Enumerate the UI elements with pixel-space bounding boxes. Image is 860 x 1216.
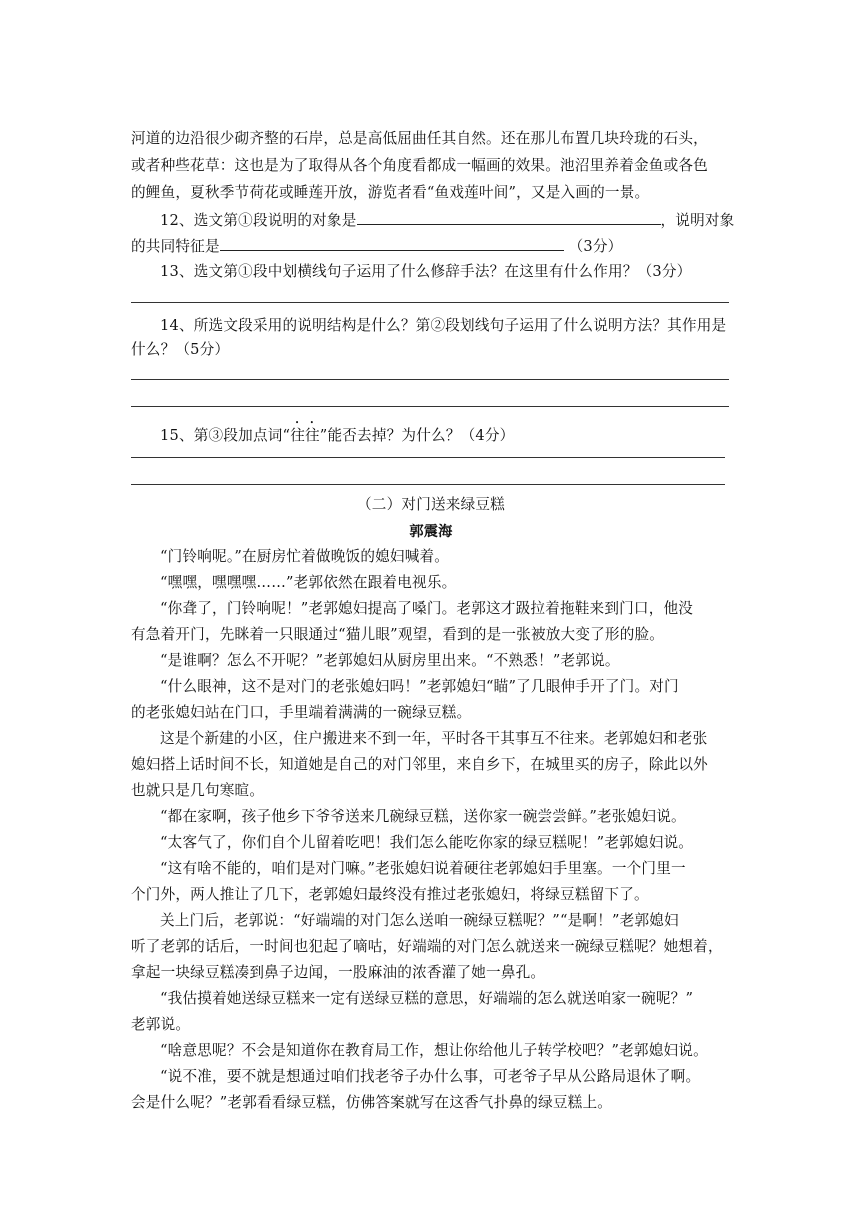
story-line: 也就只是几句寒暄。 [131,782,265,799]
dotted-word: 往往 [290,427,320,444]
question-12 [160,210,760,231]
story-line: 拿起一块绿豆糕凑到鼻子边闻，一股麻油的浓香灌了她一鼻孔。 [131,964,546,981]
story-line: 关上门后，老郭说：“好端端的对门怎么送咱一碗绿豆糕呢？”“是啊！”老郭媳妇 [160,912,679,929]
passage-line: 的鲤鱼，夏秋季节荷花或睡莲开放，游览者看“鱼戏莲叶间”，又是入画的一景。 [131,184,650,201]
story-line: 老郭说。 [131,1016,191,1033]
answer-line[interactable] [131,302,729,303]
story-line: “门铃响呢。”在厨房忙着做晚饭的媳妇喊着。 [160,548,450,565]
story-title: （二）对门送来绿豆糕 [357,496,505,513]
question-15 [160,419,760,446]
story-line: “什么眼神，这不是对门的老张媳妇吗！”老郭媳妇“瞄”了几眼伸手开了门。对门 [160,678,679,695]
story-line: “说不准，要不就是想通过咱们找老爷子办什么事，可老爷子早从公路局退休了啊。 [160,1068,701,1085]
question-12-score: （3分） [568,238,623,255]
answer-line[interactable] [131,484,725,485]
answer-line[interactable] [131,406,729,407]
story-line: “你聋了，门铃响呢！”老郭媳妇提高了嗓门。老郭这才趿拉着拖鞋来到门口，他没 [160,600,694,617]
story-line: “是谁啊？怎么不开呢？”老郭媳妇从厨房里出来。“不熟悉！”老郭说。 [160,652,620,669]
story-line: “啥意思呢？不会是知道你在教育局工作，想让你给他儿子转学校吧？”老郭媳妇说。 [160,1042,708,1059]
story-line: 听了老郭的话后，一时间也犯起了嘀咕，好端端的对门怎么就送来一碗绿豆糕呢？她想着， [131,938,723,955]
answer-line[interactable] [131,457,725,458]
story-line: 媳妇搭上话时间不长，知道她是自己的对门邻里，来自乡下，在城里买的房子，除此以外 [131,756,708,773]
question-15-text: 15、第③段加点词“ [160,427,291,444]
story-line: “这有啥不能的，咱们是对门嘛。”老张媳妇说着硬往老郭媳妇手里塞。一个门里一 [160,860,686,877]
story-line: “太客气了，你们自个儿留着吃吧！我们怎么能吃你家的绿豆糕呢！”老郭媳妇说。 [160,834,694,851]
passage-line: 河道的边沿很少砌齐整的石岸，总是高低屈曲任其自然。还在那儿布置几块玲珑的石头， [131,130,708,147]
question-12-text-cont: ，说明对象 [660,212,735,229]
passage-line: 或者种些花草：这也是为了取得从各个角度看都成一幅画的效果。池沼里养着金鱼或各色 [131,157,708,174]
answer-blank[interactable] [220,236,564,251]
story-line: “都在家啊，孩子他乡下爷爷送来几碗绿豆糕，送你家一碗尝尝鲜。”老张媳妇说。 [160,808,686,825]
question-14-line2: 什么？（5分） [131,341,230,358]
story-line: “我估摸着她送绿豆糕来一定有送绿豆糕的意思，好端端的怎么就送咱家一碗呢？” [160,990,694,1007]
question-14-line1: 14、所选文段采用的说明结构是什么？第②段划线句子运用了什么说明方法？其作用是 [160,317,727,334]
story-line: 个门外，两人推让了几下，老郭媳妇最终没有推过老张媳妇，将绿豆糕留下了。 [131,886,649,903]
story-author: 郭震海 [409,524,453,540]
answer-line[interactable] [131,379,729,380]
story-line: 这是个新建的小区，住户搬进来不到一年，平时各干其事互不往来。老郭媳妇和老张 [160,730,708,747]
story-line: 的老张媳妇站在门口，手里端着满满的一碗绿豆糕。 [131,704,472,721]
answer-blank[interactable] [357,210,661,225]
story-line: “嘿嘿，嘿嘿嘿……”老郭依然在跟着电视乐。 [160,574,457,591]
question-12-line2 [131,236,731,257]
story-line: 有急着开门，先眯着一只眼通过“猫儿眼”观望，看到的是一张被放大变了形的脸。 [131,626,665,643]
question-12-text-cont2: 的共同特征是 [131,238,220,255]
question-15-text-cont: ”能否去掉？为什么？（4分） [319,427,515,444]
question-13: 13、选文第①段中划横线句子运用了什么修辞手法？在这里有什么作用？（3分） [160,263,692,280]
story-line: 会是什么呢？”老郭看看绿豆糕，仿佛答案就写在这香气扑鼻的绿豆糕上。 [131,1094,613,1111]
question-12-text: 12、选文第①段说明的对象是 [160,212,357,229]
